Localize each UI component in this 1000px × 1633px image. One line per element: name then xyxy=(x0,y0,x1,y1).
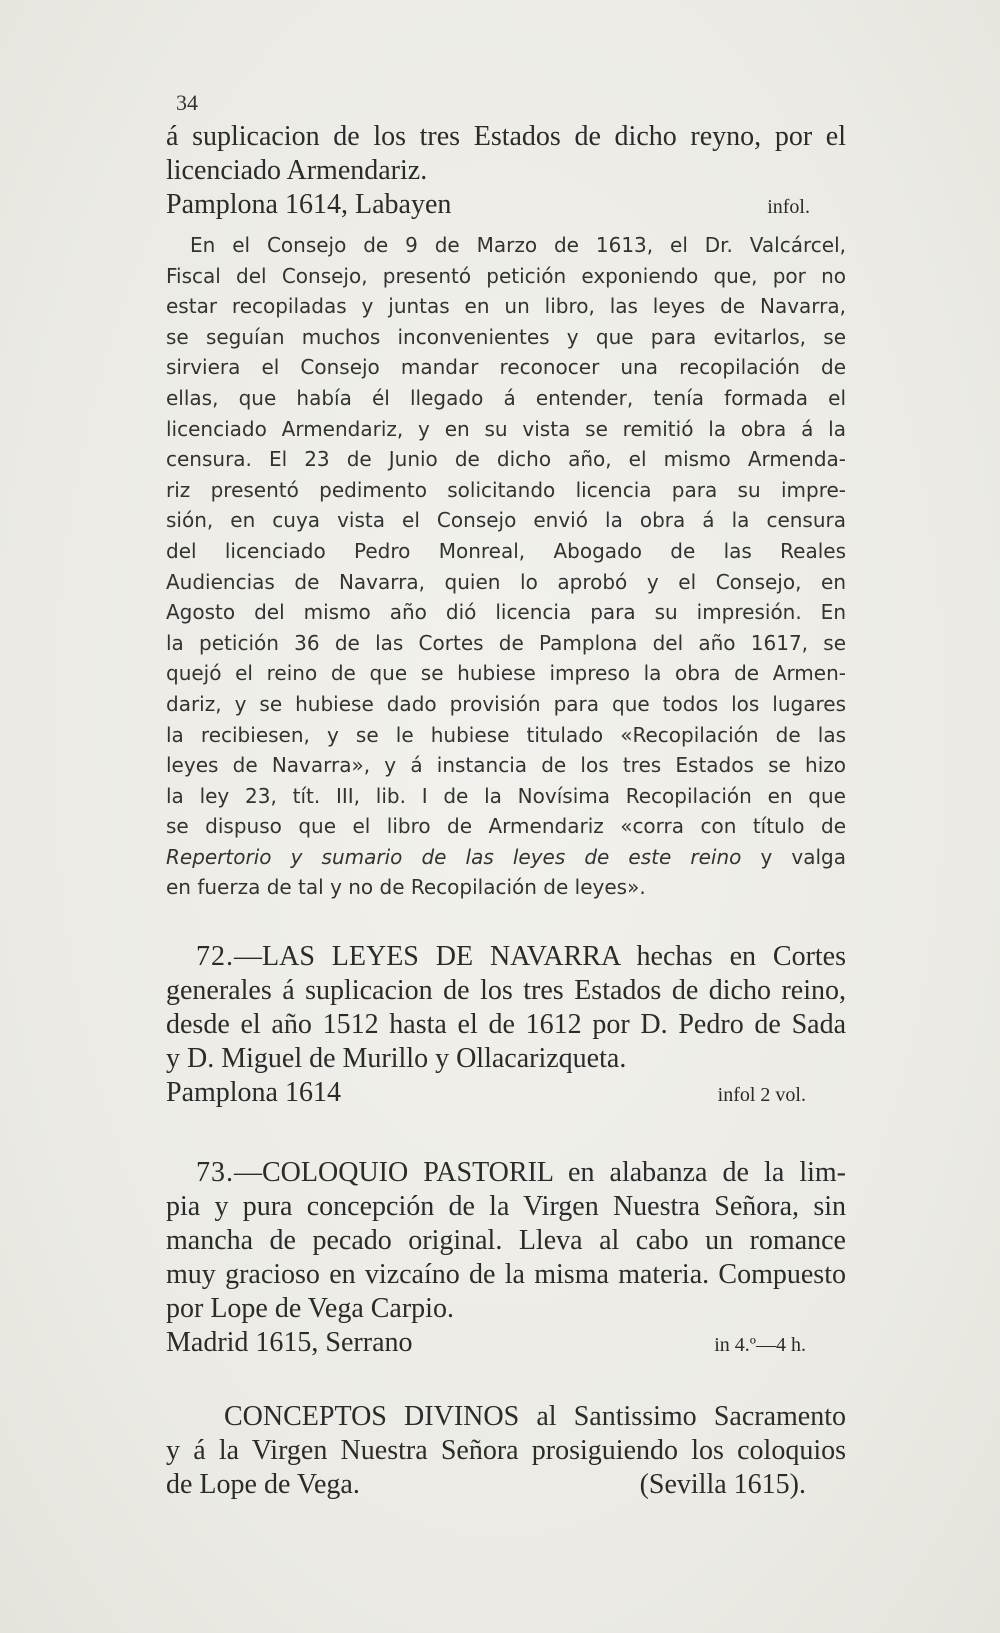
note-line-italic xyxy=(166,842,846,873)
entry-number: 72. xyxy=(196,941,234,972)
note-line: En el Consejo de 9 de Marzo de 1613, el Dr. Valcárcel, xyxy=(190,233,846,257)
imprint-place-date: (Sevilla 1615). xyxy=(639,1469,806,1500)
italic-line-tail: y valga xyxy=(741,844,846,869)
note-line: quejó el reino de que se hubiese impreso la obra de Armen- xyxy=(166,661,846,686)
entry-line: —COLOQUIO PASTORIL en alabanza de la lim- xyxy=(234,1157,846,1188)
note-line: censura. El 23 de Junio de dicho año, el mismo Armenda- xyxy=(166,447,846,472)
note-line: sión, en cuya vista el Consejo envió la obra á la censura xyxy=(166,508,846,533)
note-line: la ley 23, tít. III, lib. I de la Novísima Recopilación en que xyxy=(166,783,846,808)
entry-line: generales á suplicacion de los tres Estados de dicho reino, xyxy=(166,975,846,1006)
note-line: la recibiesen, y se le hubiese titulado «Recopilación de las xyxy=(166,722,846,747)
note-line: se seguían muchos inconvenientes y que para evitarlos, se xyxy=(166,324,846,349)
entry-71-tail xyxy=(166,120,846,224)
entry-line: de Lope de Vega. xyxy=(166,1469,360,1500)
note-line: dariz, y se hubiese dado provisión para que todos los lugares xyxy=(166,691,846,716)
note-line: sirviera el Consejo mandar reconocer una recopilación de xyxy=(166,355,846,380)
imprint-place-date: Pamplona 1614, Labayen xyxy=(166,189,452,220)
entry-number: 73. xyxy=(196,1157,234,1188)
entry-line: á suplicacion de los tres Estados de dicho reyno, por el xyxy=(166,121,846,152)
note-line: estar recopiladas y juntas en un libro, las leyes de Navarra, xyxy=(166,294,846,319)
page-number: 34 xyxy=(176,90,198,115)
entry-line: por Lope de Vega Carpio. xyxy=(166,1293,454,1324)
entry-72 xyxy=(166,940,846,1112)
entry-line: y D. Miguel de Murillo y Ollacarizqueta. xyxy=(166,1043,627,1074)
imprint-place-date: Madrid 1615, Serrano xyxy=(166,1327,413,1358)
imprint-line xyxy=(166,1076,846,1112)
italic-title: Repertorio y sumario de las leyes de este reino xyxy=(166,844,742,869)
entry-line: muy gracioso en vizcaíno de la misma materia. Compuesto xyxy=(166,1259,846,1290)
imprint-place-date: Pamplona 1614 xyxy=(166,1077,341,1108)
note-line: la petición 36 de las Cortes de Pamplona del año 1617, se xyxy=(166,630,846,655)
imprint-format: infol. xyxy=(767,196,810,218)
entry-73 xyxy=(166,1156,846,1362)
imprint-line xyxy=(166,188,846,224)
note-paragraph xyxy=(166,230,846,903)
entry-line: CONCEPTOS DIVINOS al Santissimo Sacramento xyxy=(224,1401,846,1432)
entry-line: desde el año 1512 hasta el de 1612 por D. Pedro de Sada xyxy=(166,1009,846,1040)
imprint-format: in 4.º—4 h. xyxy=(714,1334,806,1356)
entry-line: pia y pura concepción de la Virgen Nuestra Señora, sin xyxy=(166,1191,846,1222)
note-line: del licenciado Pedro Monreal, Abogado de las Reales xyxy=(166,538,846,563)
imprint-line xyxy=(166,1326,846,1362)
entry-line: —LAS LEYES DE NAVARRA hechas en Cortes xyxy=(234,941,846,972)
note-line: Agosto del mismo año dió licencia para su impresión. En xyxy=(166,600,846,625)
entry-line: mancha de pecado original. Lleva al cabo un romance xyxy=(166,1225,846,1256)
note-line: leyes de Navarra», y á instancia de los tres Estados se hizo xyxy=(166,753,846,778)
note-line: en fuerza de tal y no de Recopilación de leyes». xyxy=(166,875,646,900)
note-line: licenciado Armendariz, y en su vista se remitió la obra á la xyxy=(166,416,846,441)
note-line: Fiscal del Consejo, presentó petición exponiendo que, por no xyxy=(166,263,846,288)
entry-line: licenciado Armendariz. xyxy=(166,155,428,186)
note-line: riz presentó pedimento solicitando licencia para su impre- xyxy=(166,477,846,502)
note-line: se dispuso que el libro de Armendariz «corra con título de xyxy=(166,814,846,839)
entry-last-line xyxy=(166,1468,846,1502)
entry-first-line xyxy=(166,940,846,974)
entry-conceptos xyxy=(166,1400,846,1502)
entry-line: y á la Virgen Nuestra Señora prosiguiendo los coloquios xyxy=(166,1435,846,1466)
note-line: Audiencias de Navarra, quien lo aprobó y el Consejo, en xyxy=(166,569,846,594)
entry-first-line xyxy=(166,1156,846,1190)
imprint-format: infol 2 vol. xyxy=(717,1084,806,1106)
note-line: ellas, que había él llegado á entender, tenía formada el xyxy=(166,385,846,410)
